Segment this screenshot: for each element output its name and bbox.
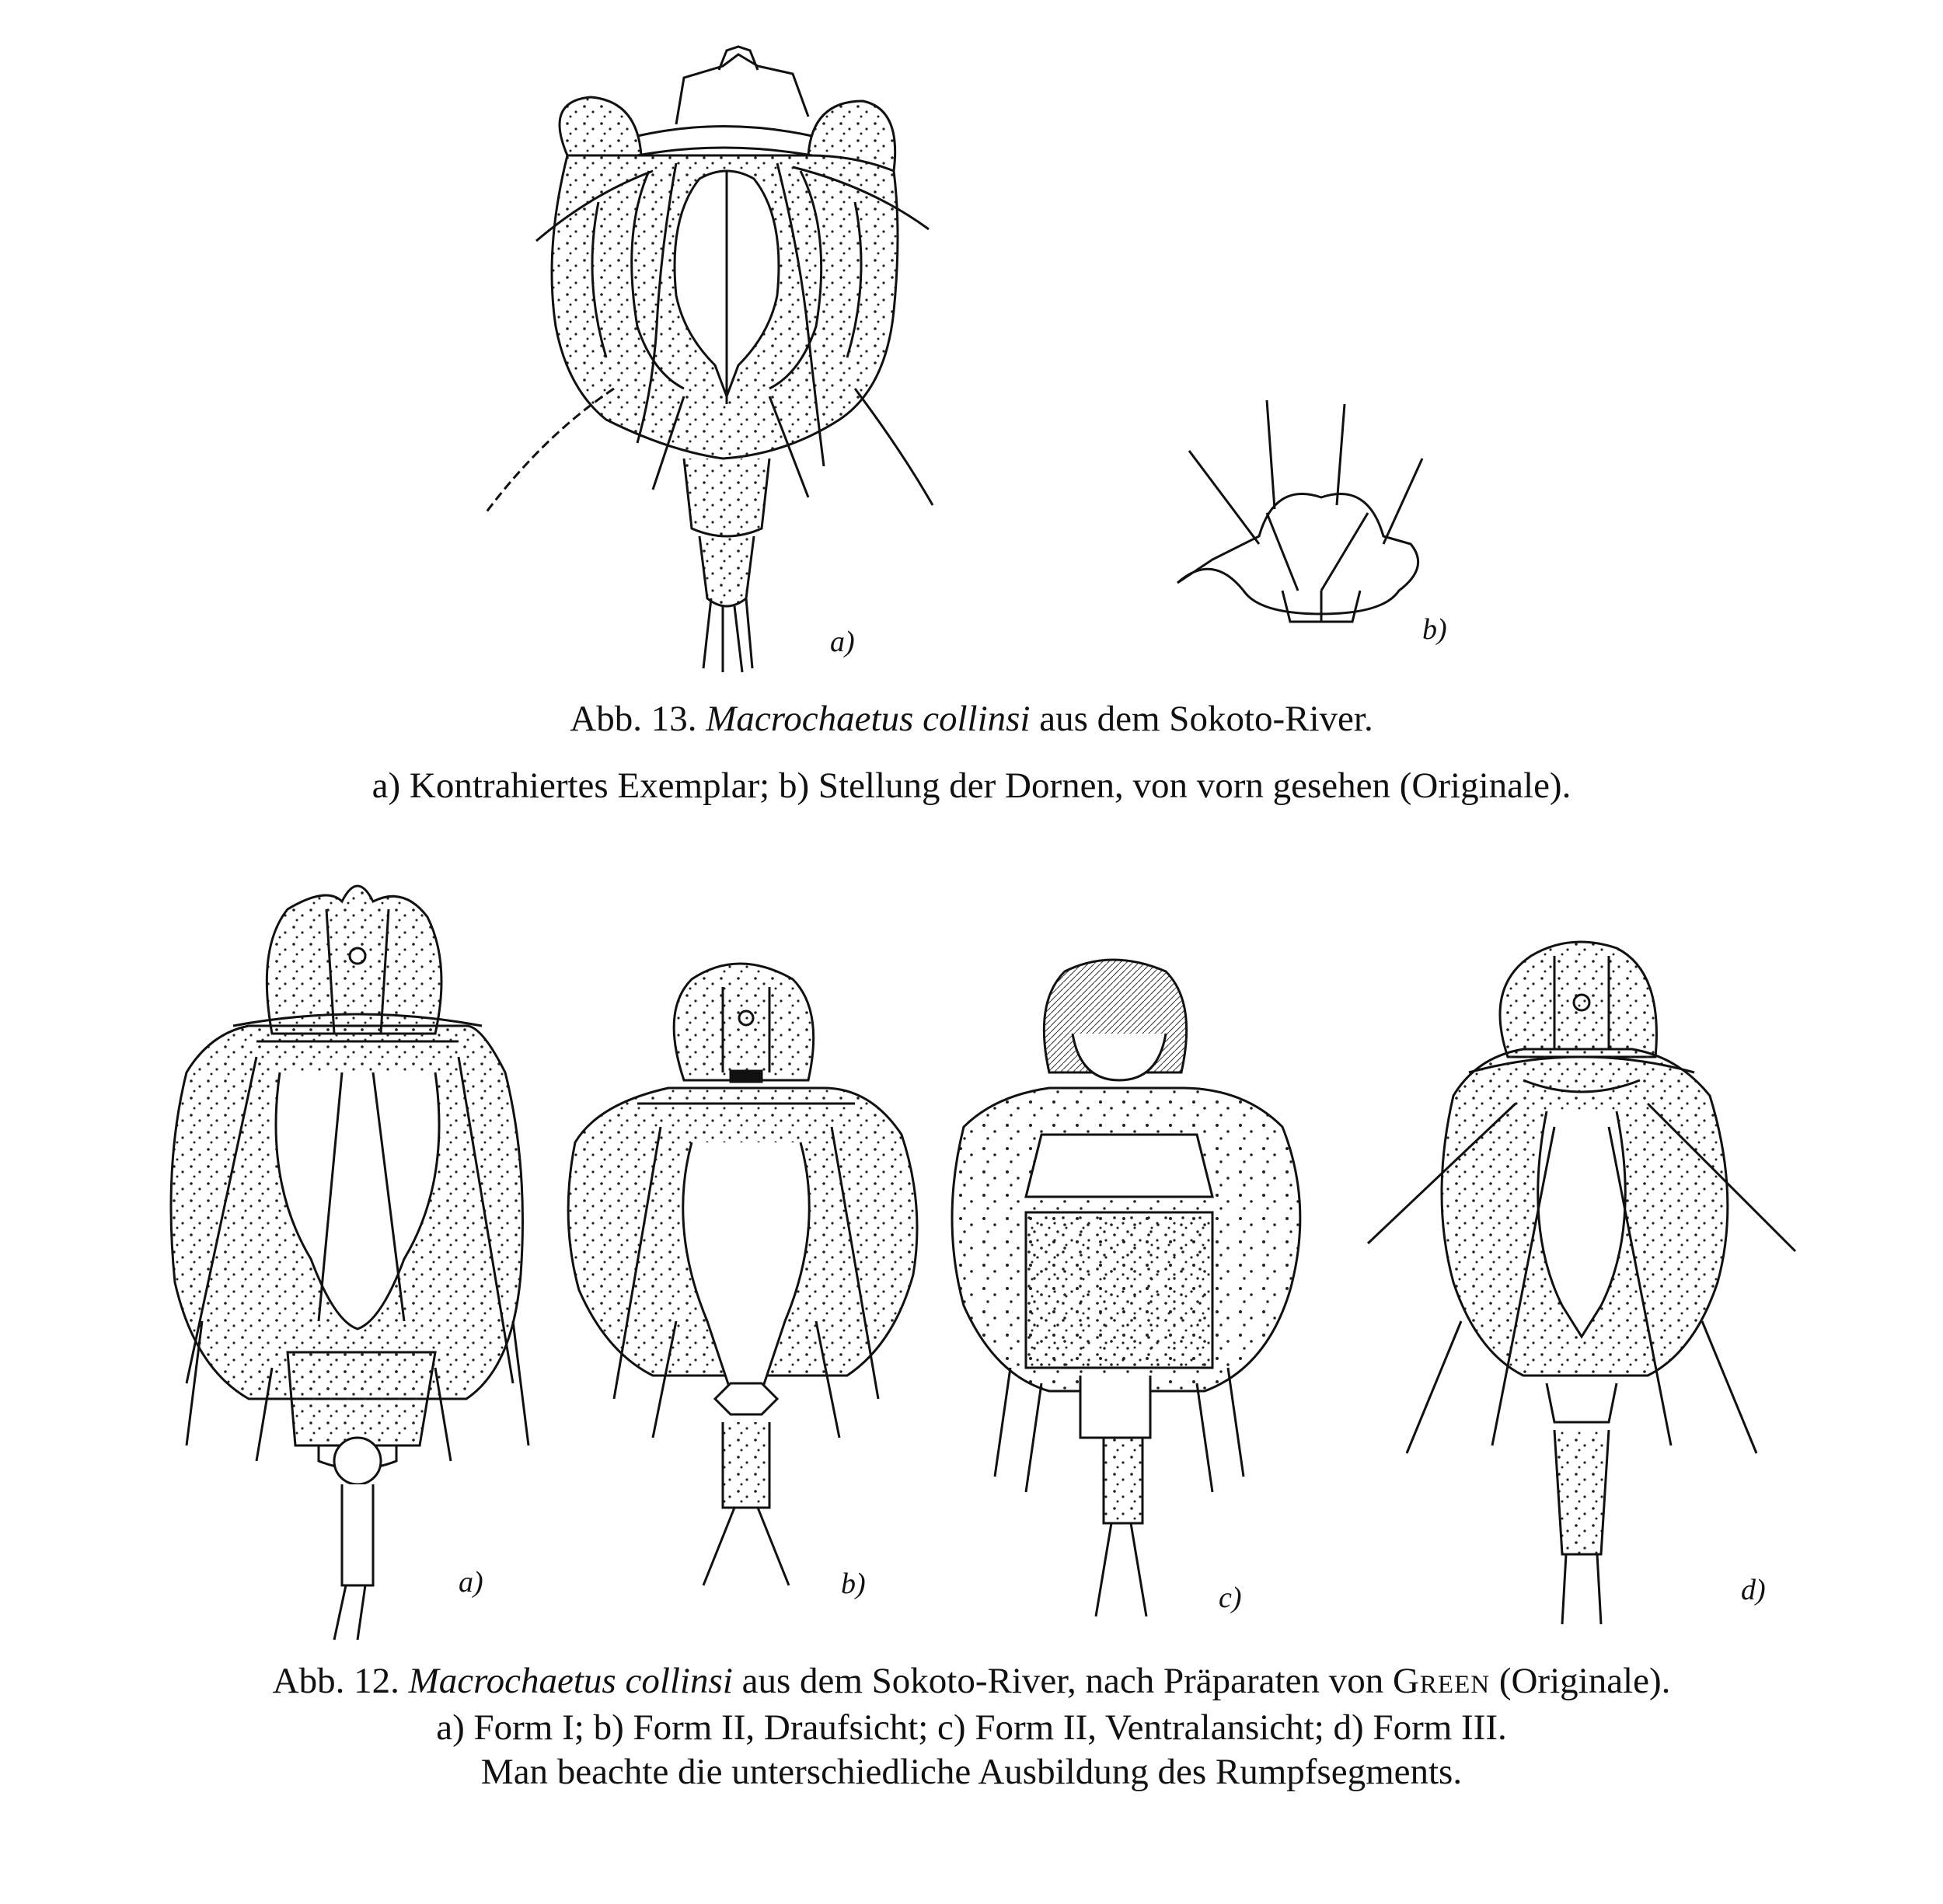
- fig12-caption-suffix: (Originale).: [1498, 1661, 1671, 1701]
- fig12d-form-iii-drawing: [1368, 942, 1795, 1624]
- fig12-caption-author: Green: [1392, 1661, 1491, 1701]
- fig12-caption-species: Macrochaetus collinsi: [408, 1661, 733, 1701]
- fig13a-specimen-drawing: [486, 47, 933, 672]
- fig13b-spine-arrangement-drawing: [1177, 400, 1422, 622]
- fig12-caption-line3: Man beachte die unterschiedliche Ausbildung des Rumpfsegments.: [480, 1752, 1463, 1792]
- fig12-caption-line2: a) Form I; b) Form II, Draufsicht; c) Form II, Ventralansicht; d) Form III.: [436, 1707, 1507, 1748]
- fig12c-form-ii-ventral-drawing: [952, 960, 1300, 1616]
- fig12c-label: c): [1219, 1581, 1242, 1614]
- fig13a-label: a): [830, 626, 855, 658]
- fig12d-label: d): [1741, 1574, 1766, 1606]
- fig12b-label: b): [841, 1567, 866, 1600]
- fig12-caption-prefix: Abb. 12.: [272, 1661, 399, 1701]
- fig12a-form-i-drawing: [171, 886, 528, 1640]
- fig12a-label: a): [459, 1566, 483, 1599]
- fig13b-label: b): [1422, 613, 1447, 646]
- fig13-caption-species: Macrochaetus collinsi: [706, 699, 1031, 739]
- fig13-caption-suffix: aus dem Sokoto-River.: [1039, 699, 1373, 739]
- fig12-caption-line1: [0, 1659, 1943, 1703]
- fig13-caption-line1: [0, 697, 1943, 741]
- fig13-caption-prefix: Abb. 13.: [570, 699, 697, 739]
- fig13-caption-line2: a) Kontrahiertes Exemplar; b) Stellung der Dornen, von vorn gesehen (Originale).: [372, 765, 1571, 806]
- fig12-caption-middle: aus dem Sokoto-River, nach Präparaten von: [741, 1661, 1384, 1701]
- fig12b-form-ii-dorsal-drawing: [568, 964, 917, 1585]
